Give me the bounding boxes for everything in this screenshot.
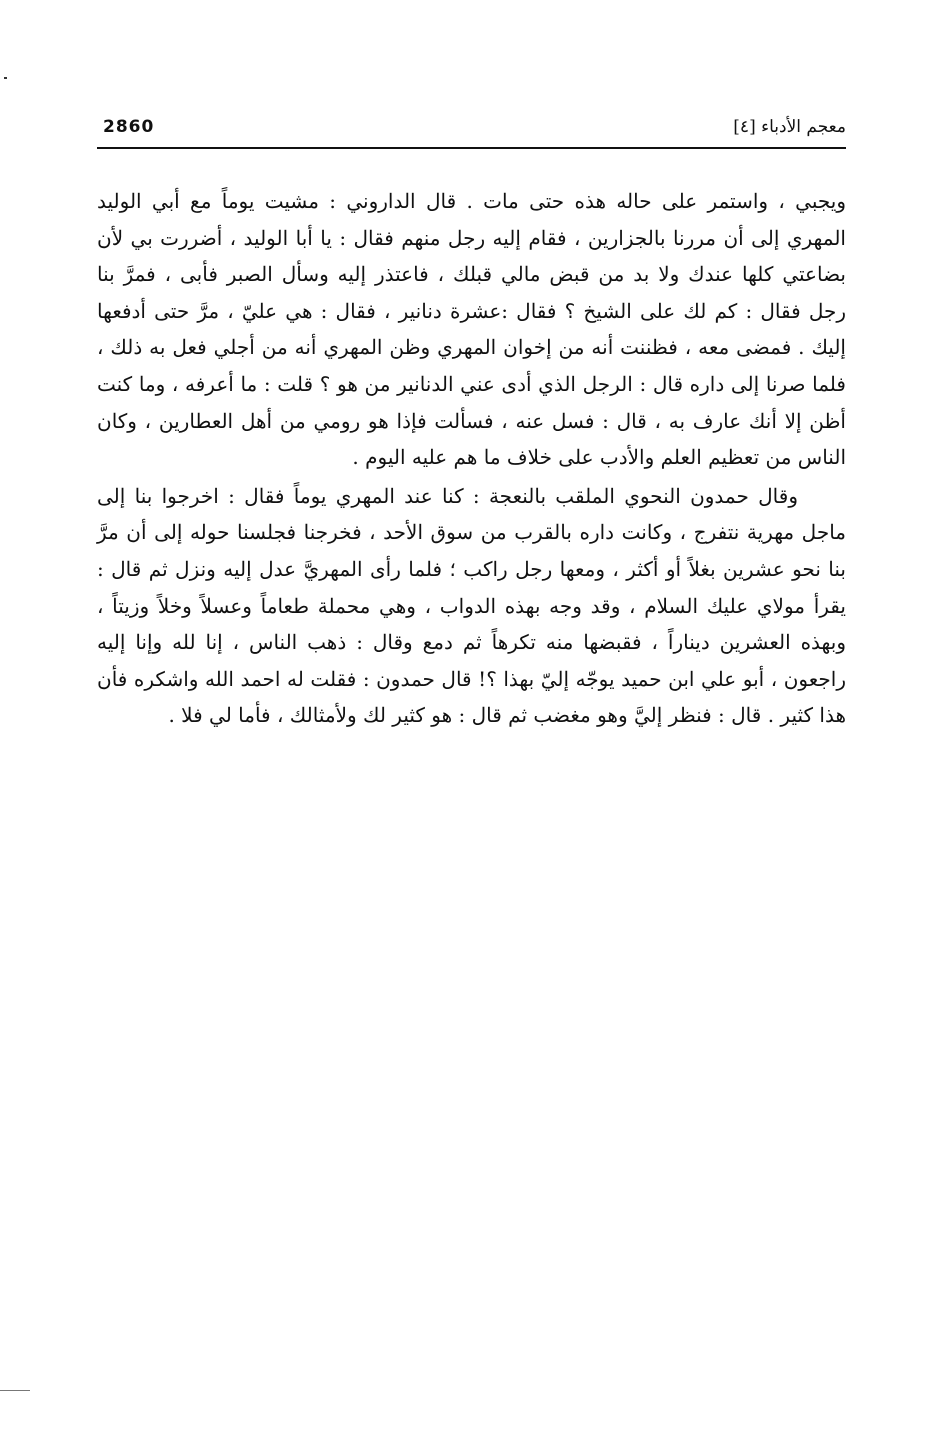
running-header [97,112,846,142]
scan-mark [4,77,7,79]
running-title: معجم الأدباء [٤] [733,117,846,137]
page-number: 2860 [103,117,155,137]
paragraph: ويجبي ، واستمر على حاله هذه حتى مات . قال الداروني : مشيت يوماً مع أبي الوليد المهري إلى أن مررنا بالجزارين ، فقام إليه رجل منهم فقال : يا أبا الوليد ، أضررت بي لأن بضاعتي كلها عندك ولا بد من قبض مالي قبلك ، فاعتذر إليه وسأل الصبر فأبى ، فمرَّ بنا رجل فقال : كم لك على الشيخ ؟ فقال :عشرة دنانير ، فقال : هي عليّ ، مرَّ حتى أدفعها إليك . فمضى معه ، فظننت أنه من إخوان المهري وظن المهري أنه من أجلي فعل به ذلك ، فلما صرنا إلى داره قال : الرجل الذي أدى عني الدنانير من هو ؟ قلت : ما أعرفه ، وما كنت أظن إلا أنك عارف به ، قال : فسل عنه ، فسألت فإذا هو رومي من أهل العطارين ، وكان الناس من تعظيم العلم والأدب على خلاف ما هم عليه اليوم . [97,189,846,470]
header-rule [97,147,846,149]
body-text [97,183,846,734]
paragraph: وقال حمدون النحوي الملقب بالنعجة : كنا عند المهري يوماً فقال : اخرجوا بنا إلى ماجل مهرية نتفرج ، وكانت داره بالقرب من سوق الأحد ، فخرجنا فجلسنا حوله إلى أن مرَّ بنا نحو عشرين بغلاً أو أكثر ، ومعها رجل راكب ؛ فلما رأى المهريَّ عدل إليه ونزل ثم قال : يقرأ مولاي عليك السلام ، وقد وجه بهذه الدواب ، وهي محملة طعاماً وعسلاً وخلاً وزيتاً ، وبهذه العشرين ديناراً ، فقبضها منه تكرهاً ثم دمع وقال : ذهب الناس ، إنا لله وإنا إليه راجعون ، أبو علي ابن حميد يوجّه إليّ بهذا ؟! قال حمدون : فقلت له احمد الله واشكره فأن هذا كثير . قال : فنظر إليَّ وهو مغضب ثم قال : هو كثير لك ولأمثالك ، فأما لي فلا . [97,483,846,728]
scan-mark [0,1390,30,1391]
